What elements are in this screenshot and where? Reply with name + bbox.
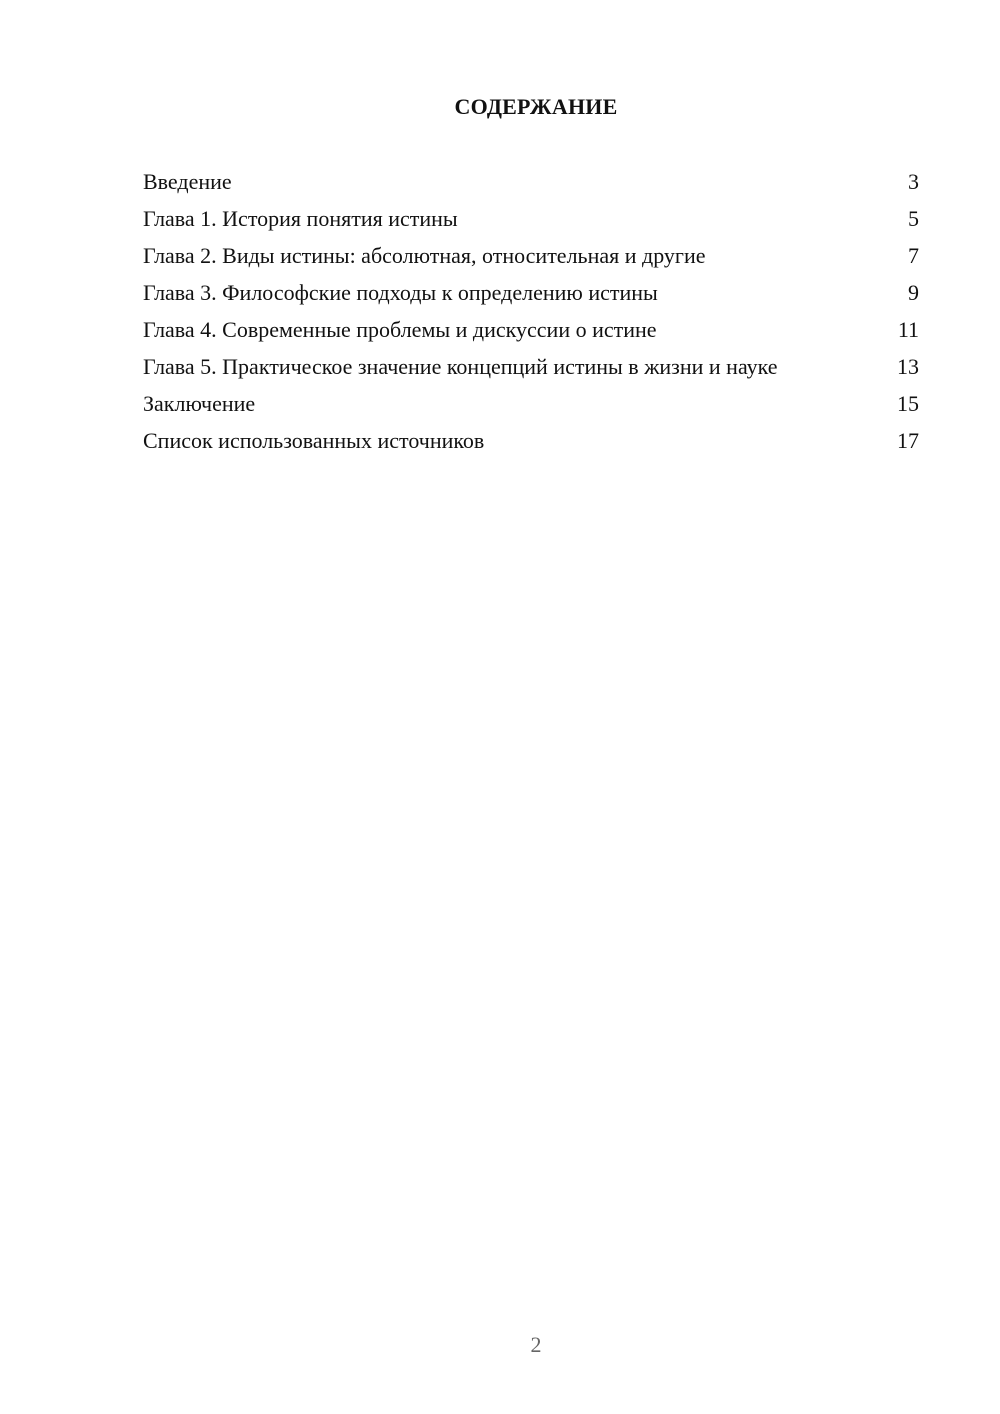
toc-entry-chapter-1 <box>143 205 919 233</box>
toc-entry-page-number: 7 <box>908 243 919 268</box>
toc-entry-conclusion <box>143 390 919 418</box>
toc-entry-page-number: 17 <box>897 428 919 453</box>
toc-entry-introduction <box>143 168 919 196</box>
toc-title: СОДЕРЖАНИЕ <box>454 94 618 119</box>
toc-entry-chapter-3 <box>143 279 919 307</box>
toc-entry-page-number: 5 <box>908 206 919 231</box>
toc-entry-label: Глава 3. Философские подходы к определению истины <box>143 280 658 305</box>
toc-entry-label: Глава 5. Практическое значение концепций истины в жизни и науке <box>143 354 778 379</box>
toc-entry-page-number: 15 <box>897 391 919 416</box>
toc-entry-page-number: 13 <box>897 354 919 379</box>
table-of-contents <box>143 168 919 464</box>
toc-entry-label: Список использованных источников <box>143 428 485 453</box>
page-number: 2 <box>530 1332 542 1357</box>
toc-entry-page-number: 11 <box>897 317 919 342</box>
toc-entry-label: Глава 1. История понятия истины <box>143 206 458 231</box>
toc-entry-chapter-5 <box>143 353 919 381</box>
toc-entry-references <box>143 427 919 455</box>
toc-entry-chapter-2 <box>143 242 919 270</box>
toc-entry-page-number: 3 <box>908 169 919 194</box>
toc-entry-label: Глава 4. Современные проблемы и дискуссии о истине <box>143 317 657 342</box>
toc-entry-label: Введение <box>143 169 232 194</box>
toc-entry-page-number: 9 <box>908 280 919 305</box>
toc-entry-chapter-4 <box>143 316 919 344</box>
toc-entry-label: Заключение <box>143 391 256 416</box>
toc-entry-label: Глава 2. Виды истины: абсолютная, относительная и другие <box>143 243 706 268</box>
